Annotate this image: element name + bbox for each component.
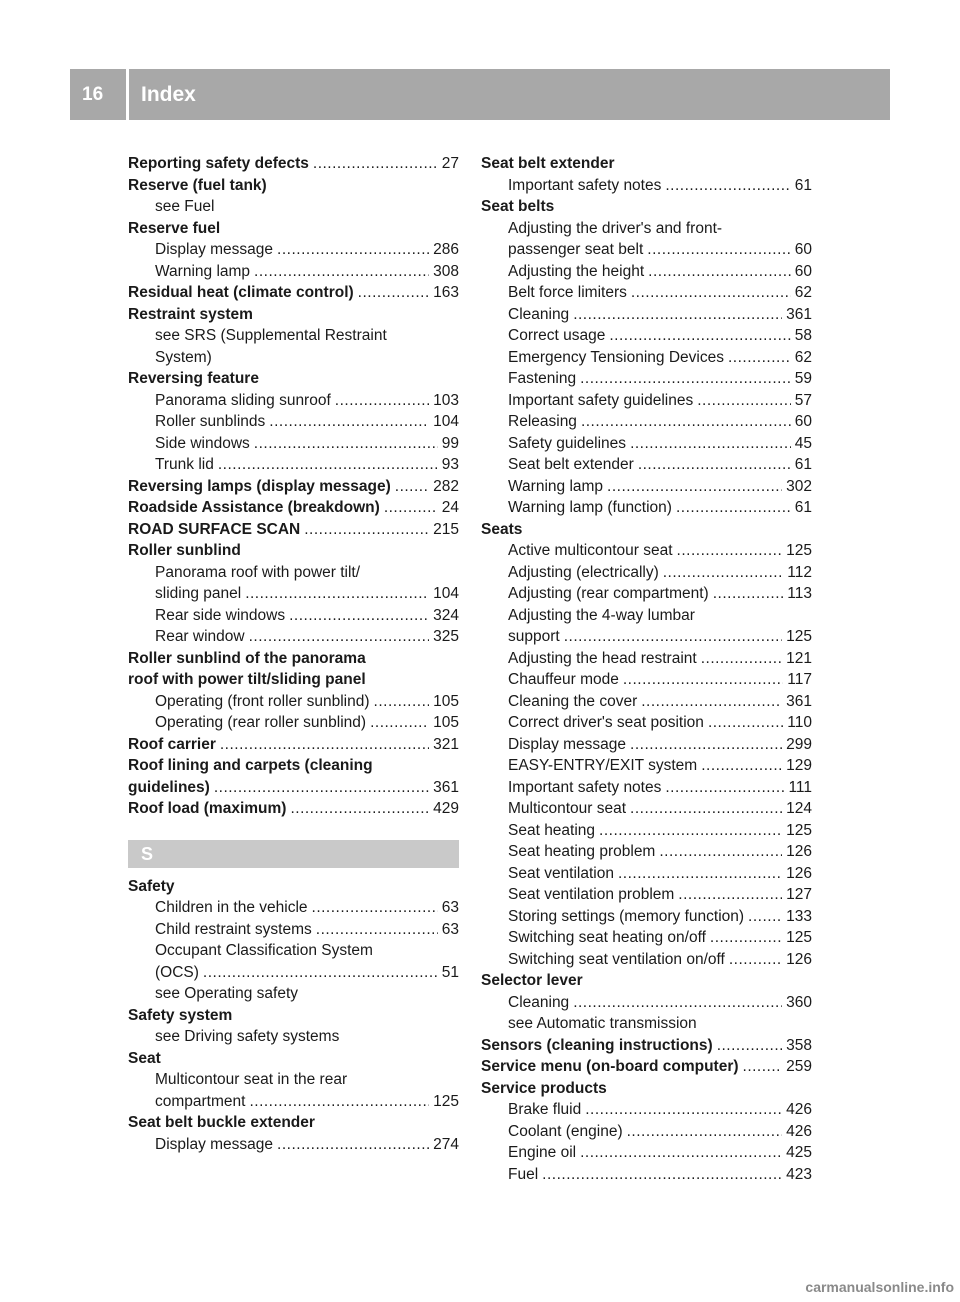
index-sub-entry	[481, 390, 812, 412]
page-ref[interactable]: 215	[433, 520, 459, 538]
page-ref[interactable]: 282	[433, 477, 459, 495]
index-sub-entry: Adjusting the 4-way lumbar	[508, 606, 695, 624]
left-column	[128, 153, 459, 1155]
entry-text: Fuel	[508, 1165, 539, 1183]
page-ref[interactable]: 112	[787, 563, 812, 581]
entry-text: sliding panel	[155, 585, 242, 602]
dot-leader	[630, 798, 782, 820]
index-sub-entry: see Operating safety	[155, 985, 299, 1002]
section-header-s: S	[128, 840, 459, 868]
dot-leader	[743, 1056, 783, 1078]
entry-text: Rear side windows	[155, 606, 286, 624]
dot-leader	[609, 325, 790, 347]
index-sub-entry	[481, 368, 812, 390]
page-ref[interactable]: 113	[787, 585, 812, 602]
page-ref[interactable]: 124	[786, 800, 812, 817]
index-sub-entry	[481, 347, 812, 369]
page-ref[interactable]: 302	[786, 477, 812, 495]
page-ref[interactable]: 426	[786, 1122, 812, 1140]
entry-text: Brake fluid	[508, 1101, 582, 1118]
index-sub-entry	[481, 433, 812, 455]
entry-text: Panorama sliding sunroof	[155, 391, 331, 409]
index-sub-entry	[481, 497, 812, 519]
index-main-entry	[128, 519, 459, 541]
page-ref[interactable]: 125	[786, 628, 812, 645]
entry-text: Adjusting (electrically)	[508, 563, 659, 581]
watermark: carmanualsonline.info	[805, 1279, 954, 1295]
entry-text: Seat heating	[508, 821, 596, 839]
index-sub-entry	[128, 919, 459, 941]
index-sub-entry	[128, 411, 459, 433]
page-ref[interactable]: 104	[433, 585, 459, 602]
index-sub-entry	[481, 777, 812, 799]
entry-text: Display message	[155, 1135, 274, 1153]
dot-leader	[676, 497, 791, 519]
page-ref[interactable]: 324	[433, 606, 459, 624]
entry-text: Reporting safety defects	[128, 155, 309, 172]
page-ref[interactable]: 299	[786, 735, 812, 753]
index-sub-entry	[128, 1091, 459, 1113]
index-sub-entry: see SRS (Supplemental Restraint	[155, 327, 387, 344]
index-sub-entry	[481, 734, 812, 756]
dot-leader	[665, 175, 790, 197]
index-sub-entry	[481, 1142, 812, 1164]
entry-text: Coolant (engine)	[508, 1122, 623, 1140]
dot-leader	[710, 927, 782, 949]
entry-text: compartment	[155, 1092, 246, 1110]
page-ref[interactable]: 63	[441, 920, 459, 938]
entry-text: guidelines)	[128, 778, 210, 796]
index-main-entry: Safety system	[128, 1006, 233, 1024]
page-ref[interactable]: 62	[794, 348, 812, 366]
dot-leader	[374, 691, 430, 713]
entry-text: Switching seat heating on/off	[508, 929, 706, 946]
dot-leader	[254, 433, 438, 455]
page-ref[interactable]: 61	[794, 499, 812, 516]
right-column	[481, 153, 812, 1185]
dot-leader	[218, 454, 438, 476]
page-ref[interactable]: 429	[433, 800, 459, 817]
page-ref[interactable]: 60	[794, 262, 812, 280]
index-main-entry	[481, 1056, 812, 1078]
page-ref[interactable]: 308	[433, 262, 459, 280]
dot-leader	[678, 884, 782, 906]
index-main-entry: Restraint system	[128, 305, 253, 323]
index-sub-entry: Occupant Classification System	[155, 942, 373, 959]
entry-text: Trunk lid	[155, 456, 214, 473]
index-sub-entry: Multicontour seat in the rear	[155, 1071, 348, 1088]
dot-leader	[573, 992, 782, 1014]
index-sub-entry	[481, 454, 812, 476]
entry-text: Display message	[155, 241, 274, 258]
index-main-entry: Reversing feature	[128, 370, 259, 387]
entry-text: Important safety guidelines	[508, 391, 694, 409]
entry-text: Side windows	[155, 434, 250, 452]
index-sub-entry: System)	[155, 348, 212, 366]
page-ref[interactable]: 62	[794, 284, 812, 301]
index-sub-entry	[481, 239, 812, 261]
page-ref[interactable]: 321	[433, 735, 459, 753]
index-sub-entry	[128, 583, 459, 605]
index-sub-entry: see Driving safety systems	[155, 1028, 340, 1045]
index-main-entry: Safety	[128, 877, 175, 895]
index-sub-entry	[481, 927, 812, 949]
dot-leader	[630, 433, 791, 455]
index-sub-entry	[481, 261, 812, 283]
index-main-entry: Service products	[481, 1079, 607, 1097]
page-ref[interactable]: 125	[786, 929, 812, 946]
page-ref[interactable]: 274	[433, 1135, 459, 1153]
page-ref[interactable]: 423	[786, 1165, 812, 1183]
index-main-entry: Seat belts	[481, 198, 555, 215]
dot-leader	[659, 841, 782, 863]
page-ref[interactable]: 286	[433, 241, 459, 258]
page-ref[interactable]: 126	[786, 864, 812, 882]
dot-leader	[638, 454, 791, 476]
index-main-entry	[128, 476, 459, 498]
page-header	[70, 69, 890, 120]
index-main-entry	[481, 1035, 812, 1057]
dot-leader	[631, 282, 791, 304]
dot-leader	[395, 476, 429, 498]
index-main-entry	[128, 777, 459, 799]
entry-text: Switching seat ventilation on/off	[508, 950, 725, 968]
page-title: Index	[141, 83, 196, 106]
entry-text: Warning lamp	[508, 477, 604, 495]
entry-text: Important safety notes	[508, 778, 662, 796]
dot-leader	[269, 411, 429, 433]
index-sub-entry: Adjusting the driver's and front-	[508, 219, 723, 237]
index-sub-entry	[481, 325, 812, 347]
entry-text: Display message	[508, 735, 627, 753]
entry-text: Operating (rear roller sunblind)	[155, 714, 367, 731]
dot-leader	[630, 734, 782, 756]
dot-leader	[313, 153, 438, 175]
index-sub-entry	[481, 669, 812, 691]
entry-text: Seat ventilation	[508, 864, 614, 882]
page-ref[interactable]: 361	[786, 305, 812, 323]
index-sub-entry	[481, 949, 812, 971]
page-ref[interactable]: 325	[433, 628, 459, 645]
index-sub-entry	[481, 841, 812, 863]
page-ref[interactable]: 99	[441, 434, 459, 452]
entry-text: Sensors (cleaning instructions)	[481, 1036, 713, 1054]
entry-text: Correct usage	[508, 327, 606, 344]
dot-leader	[665, 777, 784, 799]
section-s-list	[128, 876, 459, 1156]
index-sub-entry: see Automatic transmission	[508, 1015, 697, 1032]
dot-leader	[585, 1099, 782, 1121]
page-ref[interactable]: 60	[794, 413, 812, 430]
page-ref[interactable]: 24	[441, 499, 459, 516]
page-ref[interactable]: 129	[786, 757, 812, 774]
entry-text: Children in the vehicle	[155, 899, 308, 916]
page-ref[interactable]: 93	[441, 456, 459, 473]
page-ref[interactable]: 117	[787, 671, 812, 688]
dot-leader	[708, 712, 783, 734]
dot-leader	[618, 863, 782, 885]
index-main-entry	[128, 798, 459, 820]
page-ref[interactable]: 111	[788, 778, 812, 796]
index-sub-entry	[128, 962, 459, 984]
entry-text: (OCS)	[155, 963, 199, 981]
index-sub-entry	[481, 304, 812, 326]
page-ref[interactable]: 58	[794, 327, 812, 344]
entry-text: Adjusting (rear compartment)	[508, 585, 709, 602]
index-main-entry	[128, 282, 459, 304]
dot-leader	[335, 390, 429, 412]
page-ref[interactable]: 103	[433, 391, 459, 409]
index-main-entry: Reserve fuel	[128, 219, 221, 237]
dot-leader	[580, 1142, 782, 1164]
page-ref[interactable]: 133	[786, 907, 812, 925]
page-ref[interactable]: 163	[433, 284, 459, 301]
index-sub-entry	[128, 239, 459, 261]
entry-text: Multicontour seat	[508, 800, 627, 817]
entry-text: Roadside Assistance (breakdown)	[128, 499, 380, 516]
index-sub-entry	[128, 390, 459, 412]
entry-text: Roof load (maximum)	[128, 800, 287, 817]
index-sub-entry	[481, 691, 812, 713]
dot-leader	[663, 562, 784, 584]
dot-leader	[312, 897, 438, 919]
entry-text: Cleaning the cover	[508, 692, 638, 710]
entry-text: Chauffeur mode	[508, 671, 619, 688]
page-ref[interactable]: 104	[433, 413, 459, 430]
entry-text: ROAD SURFACE SCAN	[128, 520, 301, 538]
dot-leader	[249, 1091, 429, 1113]
index-main-entry: roof with power tilt/sliding panel	[128, 671, 366, 688]
dot-leader	[717, 1035, 782, 1057]
right-index-list	[481, 153, 812, 1185]
index-sub-entry: Panorama roof with power tilt/	[155, 563, 361, 581]
page-ref[interactable]: 360	[786, 993, 812, 1011]
dot-leader	[641, 691, 782, 713]
dot-leader	[220, 734, 429, 756]
page-ref[interactable]: 57	[794, 391, 812, 409]
entry-text: Roof carrier	[128, 735, 216, 753]
index-sub-entry	[128, 261, 459, 283]
dot-leader	[729, 949, 782, 971]
index-sub-entry	[128, 433, 459, 455]
entry-text: Reversing lamps (display message)	[128, 477, 391, 495]
dot-leader	[564, 626, 782, 648]
page-ref[interactable]: 45	[794, 434, 812, 452]
dot-leader	[648, 261, 791, 283]
index-sub-entry	[481, 1164, 812, 1186]
index-sub-entry	[128, 897, 459, 919]
page-ref[interactable]: 105	[433, 692, 459, 710]
index-main-entry	[128, 497, 459, 519]
entry-text: EASY-ENTRY/EXIT system	[508, 757, 698, 774]
dot-leader	[697, 390, 791, 412]
entry-text: Releasing	[508, 413, 577, 430]
index-main-entry: Selector lever	[481, 972, 583, 989]
index-main-entry: Roller sunblind	[128, 542, 241, 559]
page-ref[interactable]: 27	[441, 155, 459, 172]
index-sub-entry	[481, 884, 812, 906]
dot-leader	[290, 798, 429, 820]
page-ref[interactable]: 51	[441, 963, 459, 981]
dot-leader	[203, 962, 438, 984]
entry-text: Safety guidelines	[508, 434, 627, 452]
index-sub-entry	[481, 583, 812, 605]
entry-text: Cleaning	[508, 993, 570, 1011]
page-ref[interactable]: 125	[433, 1092, 459, 1110]
entry-text: Child restraint systems	[155, 920, 312, 938]
entry-text: Service menu (on-board computer)	[481, 1058, 739, 1075]
index-sub-entry	[481, 540, 812, 562]
index-main-entry	[128, 153, 459, 175]
index-sub-entry	[128, 1134, 459, 1156]
page-ref[interactable]: 125	[786, 542, 812, 559]
index-sub-entry	[128, 605, 459, 627]
page-ref[interactable]: 60	[794, 241, 812, 258]
index-sub-entry	[481, 906, 812, 928]
page-ref[interactable]: 425	[786, 1144, 812, 1161]
dot-leader	[277, 1134, 429, 1156]
index-sub-entry	[481, 755, 812, 777]
index-sub-entry	[481, 411, 812, 433]
index-sub-entry	[481, 798, 812, 820]
index-sub-entry	[481, 1099, 812, 1121]
index-sub-entry	[481, 648, 812, 670]
dot-leader	[713, 583, 784, 605]
dot-leader	[728, 347, 791, 369]
index-main-entry: Roller sunblind of the panorama	[128, 649, 366, 667]
dot-leader	[599, 820, 782, 842]
entry-text: Residual heat (climate control)	[128, 284, 354, 301]
dot-leader	[677, 540, 783, 562]
dot-leader	[623, 669, 783, 691]
page-ref[interactable]: 127	[786, 886, 812, 903]
dot-leader	[647, 239, 790, 261]
dot-leader	[249, 626, 430, 648]
entry-text: Warning lamp	[155, 262, 251, 280]
dot-leader	[701, 755, 782, 777]
page-ref[interactable]: 110	[787, 714, 812, 731]
index-main-entry: Seat belt buckle extender	[128, 1114, 315, 1131]
page-ref[interactable]: 61	[794, 176, 812, 194]
entry-text: Operating (front roller sunblind)	[155, 692, 370, 710]
entry-text: Seat ventilation problem	[508, 886, 675, 903]
header-divider	[126, 69, 129, 120]
page-ref[interactable]: 61	[794, 456, 812, 473]
entry-text: Engine oil	[508, 1144, 577, 1161]
dot-leader	[214, 777, 429, 799]
dot-leader	[573, 304, 782, 326]
entry-text: Cleaning	[508, 305, 570, 323]
page-ref[interactable]: 59	[794, 370, 812, 387]
left-index-list	[128, 153, 459, 820]
dot-leader	[304, 519, 429, 541]
dot-leader	[542, 1164, 782, 1186]
index-main-entry	[128, 734, 459, 756]
entry-text: Seat belt extender	[508, 456, 634, 473]
entry-text: Rear window	[155, 628, 245, 645]
dot-leader	[370, 712, 429, 734]
entry-text: passenger seat belt	[508, 241, 644, 258]
index-sub-entry	[481, 626, 812, 648]
dot-leader	[358, 282, 429, 304]
dot-leader	[384, 497, 438, 519]
index-main-entry: Seat	[128, 1049, 161, 1067]
page-ref[interactable]: 105	[433, 714, 459, 731]
dot-leader	[277, 239, 429, 261]
index-sub-entry	[128, 712, 459, 734]
page-ref[interactable]: 426	[786, 1101, 812, 1118]
entry-text: Belt force limiters	[508, 284, 627, 301]
index-sub-entry	[481, 863, 812, 885]
page-ref[interactable]: 361	[433, 778, 459, 796]
page-ref[interactable]: 361	[786, 692, 812, 710]
page-number: 16	[82, 84, 104, 105]
entry-text: Correct driver's seat position	[508, 714, 704, 731]
entry-text: Fastening	[508, 370, 577, 387]
index-main-entry: Reserve (fuel tank)	[128, 176, 267, 194]
index-sub-entry	[481, 712, 812, 734]
page-ref[interactable]: 63	[441, 899, 459, 916]
entry-text: Important safety notes	[508, 176, 662, 194]
entry-text: Warning lamp (function)	[508, 499, 672, 516]
index-sub-entry	[481, 175, 812, 197]
index-sub-entry	[128, 626, 459, 648]
entry-text: Roller sunblinds	[155, 413, 266, 430]
dot-leader	[607, 476, 782, 498]
entry-text: Seat heating problem	[508, 843, 656, 860]
index-sub-entry	[128, 454, 459, 476]
page-ref[interactable]: 358	[786, 1036, 812, 1054]
index-sub-entry	[128, 691, 459, 713]
dot-leader	[245, 583, 429, 605]
entry-text: Adjusting the height	[508, 262, 645, 280]
dot-leader	[580, 368, 791, 390]
index-sub-entry: see Fuel	[155, 198, 215, 215]
dot-leader	[581, 411, 791, 433]
index-main-entry: Seat belt extender	[481, 155, 615, 172]
index-sub-entry	[481, 1121, 812, 1143]
dot-leader	[627, 1121, 783, 1143]
entry-text: Storing settings (memory function)	[508, 907, 745, 925]
dot-leader	[701, 648, 782, 670]
page-ref[interactable]: 259	[786, 1058, 812, 1075]
page-ref[interactable]: 121	[786, 649, 812, 667]
index-sub-entry	[481, 282, 812, 304]
index-sub-entry	[481, 992, 812, 1014]
dot-leader	[316, 919, 438, 941]
page-ref[interactable]: 125	[786, 821, 812, 839]
dot-leader	[748, 906, 782, 928]
index-sub-entry	[481, 820, 812, 842]
dot-leader	[289, 605, 429, 627]
index-main-entry: Seats	[481, 520, 523, 538]
entry-text: Adjusting the head restraint	[508, 649, 697, 667]
index-sub-entry	[481, 476, 812, 498]
page-ref[interactable]: 126	[786, 950, 812, 968]
page-ref[interactable]: 126	[786, 843, 812, 860]
dot-leader	[254, 261, 429, 283]
entry-text: support	[508, 628, 560, 645]
entry-text: Active multicontour seat	[508, 542, 673, 559]
index-sub-entry	[481, 562, 812, 584]
index-main-entry: Roof lining and carpets (cleaning	[128, 757, 373, 774]
entry-text: Emergency Tensioning Devices	[508, 348, 724, 366]
